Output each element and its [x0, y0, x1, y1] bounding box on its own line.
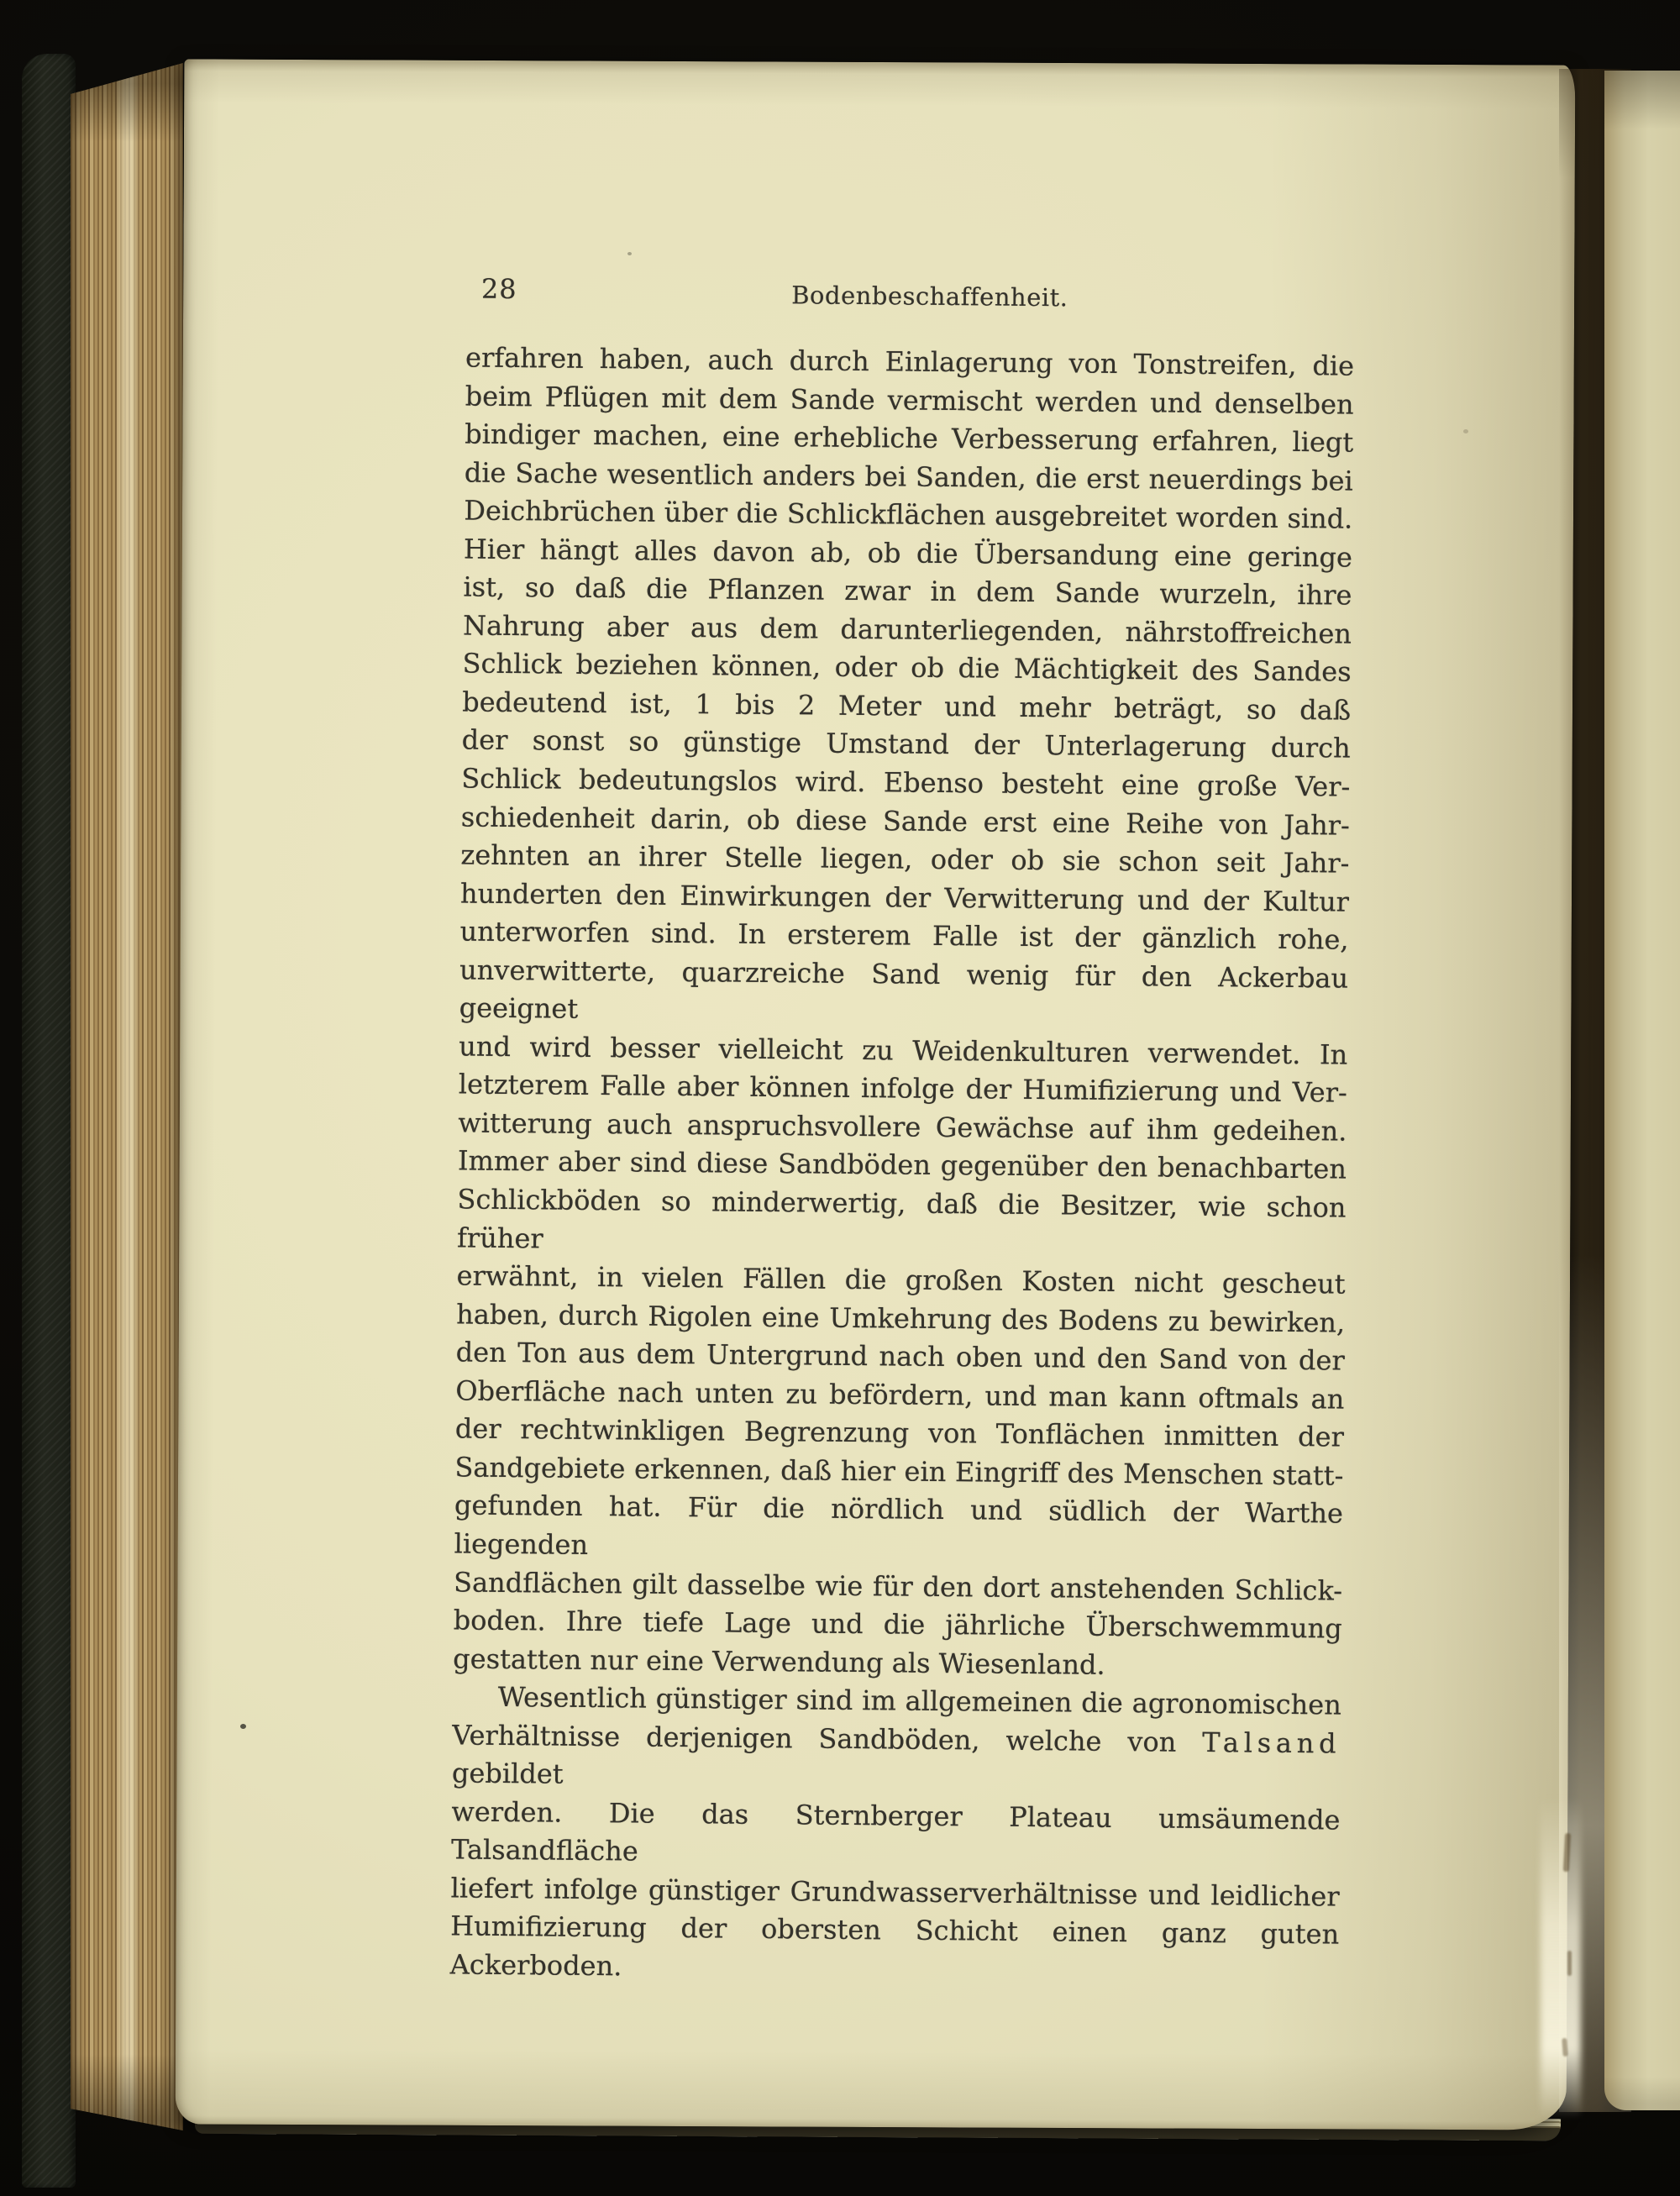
text-line: Wesentlich günstiger sind im allgemeinen die agronomischen	[497, 1681, 1341, 1721]
text-line: witterung auch anspruchsvollere Gewächse auf ihm gedeihen.	[458, 1106, 1347, 1148]
text-line: Hier hängt alles davon ab, ob die Übersandung eine geringe	[463, 533, 1353, 574]
text-line: der sonst so günstige Umstand der Unterlagerung durch	[461, 723, 1351, 765]
text-line: unverwitterte, quarzreiche Sand wenig für den Ackerbau geeignet	[459, 954, 1349, 1026]
text-line: liefert infolge günstiger Grundwasserverhältnisse und leidlicher	[450, 1872, 1340, 1913]
text-line: haben, durch Rigolen eine Umkehrung des Bodens zu bewirken,	[456, 1298, 1346, 1339]
text-line: Sandflächen gilt dasselbe wie für den dort anstehenden Schlick-	[453, 1565, 1343, 1607]
text-line: beim Pflügen mit dem Sande vermischt werden und denselben	[465, 380, 1354, 421]
text-line: Deichbrüchen über die Schlickflächen ausgebreitet worden sind.	[464, 494, 1353, 535]
page-body-text	[450, 339, 1355, 1993]
book-cover-edge	[22, 54, 76, 2188]
page-content	[165, 59, 1576, 2137]
text-line: letzterem Falle aber können infolge der Humifizierung und Ver-	[458, 1068, 1347, 1109]
text-line: Schlick bedeutungslos wird. Ebenso besteht eine große Ver-	[461, 762, 1351, 803]
text-line: bedeutend ist, 1 bis 2 Meter und mehr beträgt, so daß	[462, 686, 1352, 727]
text-line: werden. Die das Sternberger Plateau umsäumende Talsandfläche	[450, 1795, 1341, 1868]
paper-speck	[1463, 429, 1468, 433]
text-line: gestatten nur eine Verwendung als Wiesenland.	[453, 1642, 1105, 1681]
text-line: erfahren haben, auch durch Einlagerung von Tonstreifen, die	[465, 341, 1355, 382]
text-line: Oberfläche nach unten zu befördern, und man kann oftmals an	[455, 1374, 1345, 1416]
gutter-highlight	[1541, 1798, 1581, 2119]
text-line: gefunden hat. Für die nördlich und südlich der Warthe liegenden	[454, 1489, 1344, 1561]
text-line: und wird besser vielleicht zu Weidenkulturen verwendet. In	[459, 1030, 1348, 1071]
text-line: Immer aber sind diese Sandböden gegenüber den benachbarten	[457, 1144, 1347, 1186]
text-line: zehnten an ihrer Stelle liegen, oder ob sie schon seit Jahr-	[460, 838, 1350, 880]
emphasized-word: Talsand	[1202, 1726, 1341, 1760]
page-number: 28	[480, 272, 517, 306]
text-line: hunderten den Einwirkungen der Verwitterung und der Kultur	[459, 877, 1350, 918]
text-line: unterworfen sind. In ersterem Falle ist der gänzlich rohe,	[459, 915, 1349, 956]
text-line: Sandgebiete erkennen, daß hier ein Eingriff des Menschen statt-	[454, 1451, 1344, 1492]
text-line: der rechtwinkligen Begrenzung von Tonflächen inmitten der	[454, 1412, 1345, 1453]
gutter-crease-mark	[1567, 1951, 1572, 1976]
text-line: die Sache wesentlich anders bei Sanden, die erst neuerdings bei	[464, 456, 1353, 497]
text-line: schiedenheit darin, ob diese Sande erst eine Reihe von Jahr-	[460, 801, 1351, 842]
text-line: den Ton aus dem Untergrund nach oben und den Sand von der	[455, 1336, 1345, 1377]
book-page	[176, 59, 1576, 2130]
paper-speck	[240, 1724, 246, 1729]
text-line: boden. Ihre tiefe Lage und die jährliche Überschwemmung	[453, 1604, 1342, 1645]
text-line: erwähnt, in vielen Fällen die großen Kosten nicht gescheut	[456, 1259, 1346, 1300]
text-line: Nahrung aber aus dem darunterliegenden, nährstoffreichen	[462, 609, 1352, 650]
running-head: Bodenbeschaffenheit.	[791, 281, 1068, 313]
paper-speck	[627, 252, 632, 255]
text-line: bindiger machen, eine erhebliche Verbesserung erfahren, liegt	[465, 418, 1354, 459]
page-fore-edge-stack	[71, 59, 183, 2137]
facing-page-sliver	[1604, 71, 1680, 2110]
text-line: Schlick beziehen können, oder ob die Mächtigkeit des Sandes	[462, 647, 1352, 688]
text-line: Schlickböden so minderwertig, daß die Besitzer, wie schon früher	[456, 1183, 1347, 1254]
text-line: Verhältnisse derjenigen Sandböden, welche von Talsand gebildet	[451, 1719, 1341, 1790]
text-line: ist, so daß die Pflanzen zwar in dem Sande wurzeln, ihre	[463, 570, 1352, 612]
text-line: Humifizierung der obersten Schicht einen ganz guten Ackerboden.	[449, 1910, 1340, 1983]
